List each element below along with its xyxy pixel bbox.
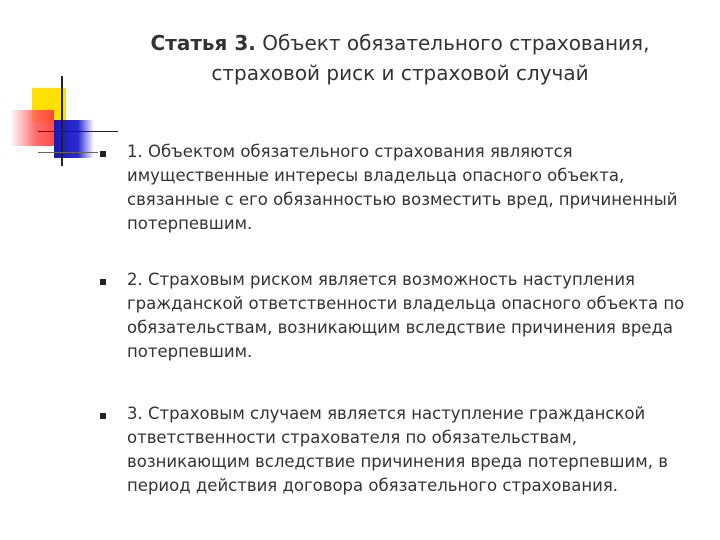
decorative-corner-graphic <box>0 0 130 180</box>
list-item-text: 2. Страховым риском является возможность наступления гражданской ответственности владельца опасного объекта по обязательствам, возникающим вследствие причинения вреда потерпевшим. <box>127 270 685 361</box>
slide-title <box>120 28 680 88</box>
red-gradient-shape <box>10 110 54 146</box>
title-text: Объект обязательного страхования, страховой риск и страховой случай <box>211 31 650 85</box>
square-bullet-icon <box>100 151 106 157</box>
list-item-text: 1. Объектом обязательного страхования являются имущественные интересы владельца опасного объекта, связанные с его обязанностью возместить вред, причиненный потерпевшим. <box>127 142 678 233</box>
title-article-number: Статья 3. <box>150 31 256 55</box>
horizontal-divider-line-2 <box>38 152 98 153</box>
square-bullet-icon <box>100 413 106 419</box>
square-bullet-icon <box>100 279 106 285</box>
list-item-text: 3. Страховым случаем является наступление гражданской ответственности страхователя по обязательствам, возникающим вследствие причинения вреда потерпевшим, в период действия договора обязательного страхования. <box>127 404 668 495</box>
horizontal-divider-line <box>38 131 118 132</box>
